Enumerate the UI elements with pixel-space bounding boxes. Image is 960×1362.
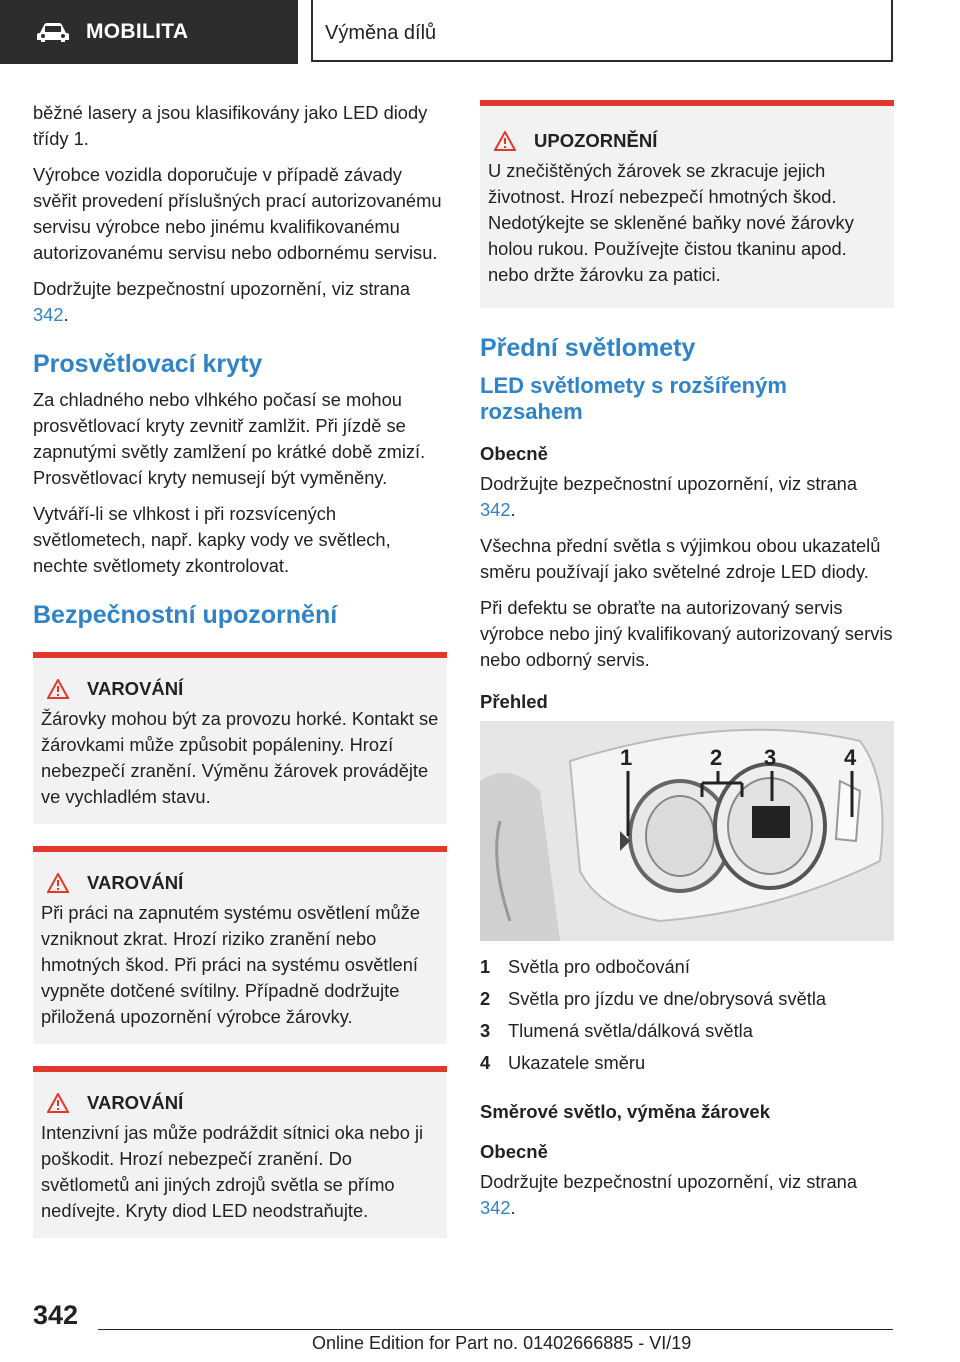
heading-covers: Prosvětlovací kryty [33, 350, 263, 378]
page-number: 342 [33, 1300, 79, 1330]
caution-text: U znečištěných žárovek se zkracuje jejich životnost. Hrozí nebezpečí hmotných škod. Nedotýkejte se skleněné baňky nové žárovky holou rukou. Používejte čistou tkaninu apod. nebo držte žárovku za patici. [488, 160, 854, 285]
list-item: 2 Světla pro jízdu ve dne/obrysová světla [480, 988, 827, 1009]
paragraph-safety-ref: Dodržujte bezpečnostní upozornění, viz strana 342. [480, 473, 858, 520]
footer-divider [98, 1329, 893, 1330]
warning-icon [47, 1093, 69, 1113]
warning-title: VAROVÁNÍ [87, 1092, 184, 1113]
warning-box [33, 1066, 447, 1238]
warning-title: VAROVÁNÍ [87, 678, 184, 699]
left-column [33, 100, 447, 1254]
page-link[interactable]: 342 [480, 499, 511, 520]
heading-turn-signal: Směrové světlo, výměna žárovek [480, 1101, 770, 1122]
list-item: 3 Tlumená světla/dálková světla [480, 1020, 753, 1041]
paragraph-safety-ref: Dodržujte bezpečnostní upozornění, viz strana 342. [33, 278, 411, 325]
warning-text: Žárovky mohou být za provozu horké. Kontakt se žárovkami může způsobit popáleniny. Hrozí nebezpečí zranění. Výměnu žárovek provádějte ve vychladlém stavu. [41, 708, 439, 807]
list-item: 1 Světla pro odbočování [480, 956, 690, 977]
caution-box [480, 100, 894, 308]
section-tab [0, 0, 298, 64]
figure-label: 4 [844, 745, 857, 770]
caution-title: UPOZORNĚNÍ [534, 130, 658, 151]
warning-title: VAROVÁNÍ [87, 872, 184, 893]
paragraph-led-sources: Všechna přední světla s výjimkou obou ukazatelů směru používají jako světelné zdroje LED diody. [480, 535, 881, 582]
right-column [480, 100, 894, 1231]
car-icon [36, 21, 70, 43]
heading-general: Obecně [480, 1141, 548, 1162]
chapter-title: Výměna dílů [325, 22, 437, 44]
paragraph-defect: Při defektu se obraťte na autorizovaný servis výrobce nebo jiný kvalifikovaný autorizovaný servis nebo odborný servis. [480, 597, 893, 670]
warning-box [33, 652, 447, 824]
figure-label: 1 [620, 745, 633, 770]
paragraph-safety-ref: Dodržujte bezpečnostní upozornění, viz strana 342. [480, 1171, 858, 1218]
section-title: MOBILITA [86, 20, 189, 43]
heading-front-lights: Přední světlomety [480, 334, 696, 362]
warning-text: Intenzivní jas může podráždit sítnici oka nebo ji poškodit. Hrozí nebezpečí zranění. Do světlometů ani jiných zdrojů světla se přímo nedívejte. Kryty diod LED neodstraňujte. [41, 1122, 424, 1221]
warning-box [33, 846, 447, 1044]
page-link[interactable]: 342 [480, 1197, 511, 1218]
list-item: 4 Ukazatele směru [480, 1052, 646, 1073]
heading-overview: Přehled [480, 691, 548, 712]
warning-text: Při práci na zapnutém systému osvětlení může vzniknout zkrat. Hrozí riziko zranění nebo hmotných škod. Při práci na systému osvětlení vypněte dotčené svítilny. Případně dodržujte přiložená upozornění výrobce žárovky. [41, 902, 420, 1027]
paragraph-laser: běžné lasery a jsou klasifikovány jako LED diody třídy 1. [33, 102, 428, 149]
page-link[interactable]: 342 [33, 304, 64, 325]
heading-safety: Bezpečnostní upozornění [33, 601, 338, 629]
paragraph-moisture: Vytváří-li se vlhkost i při rozsvícených světlometech, např. kapky vody ve světlech, nechte světlomety zkontrolovat. [33, 503, 391, 576]
legend-list [480, 951, 894, 1079]
paragraph-manufacturer: Výrobce vozidla doporučuje v případě závady svěřit provedení příslušných prací autorizovanému servisu výrobce nebo jinému kvalifikovanému autorizovanému servisu nebo odbornému servisu. [33, 164, 442, 263]
chapter-header [311, 0, 893, 62]
headlight-illustration [480, 721, 894, 941]
figure-label: 3 [764, 745, 777, 770]
heading-led-lights: LED světlomety s rozšířeným rozsahem [480, 373, 787, 424]
heading-general: Obecně [480, 443, 548, 464]
warning-icon [47, 679, 69, 699]
edition-info: Online Edition for Part no. 01402666885 - VI/19 [312, 1333, 692, 1353]
paragraph-fogging: Za chladného nebo vlhkého počasí se mohou prosvětlovací kryty zevnitř zamlžit. Při jízdě se zapnutými světly zamlžení po krátké době zmizí. Prosvětlovací kryty nemusejí být vyměněny. [33, 389, 426, 488]
warning-icon [47, 873, 69, 893]
figure-label: 2 [710, 745, 723, 770]
warning-icon [494, 131, 516, 151]
